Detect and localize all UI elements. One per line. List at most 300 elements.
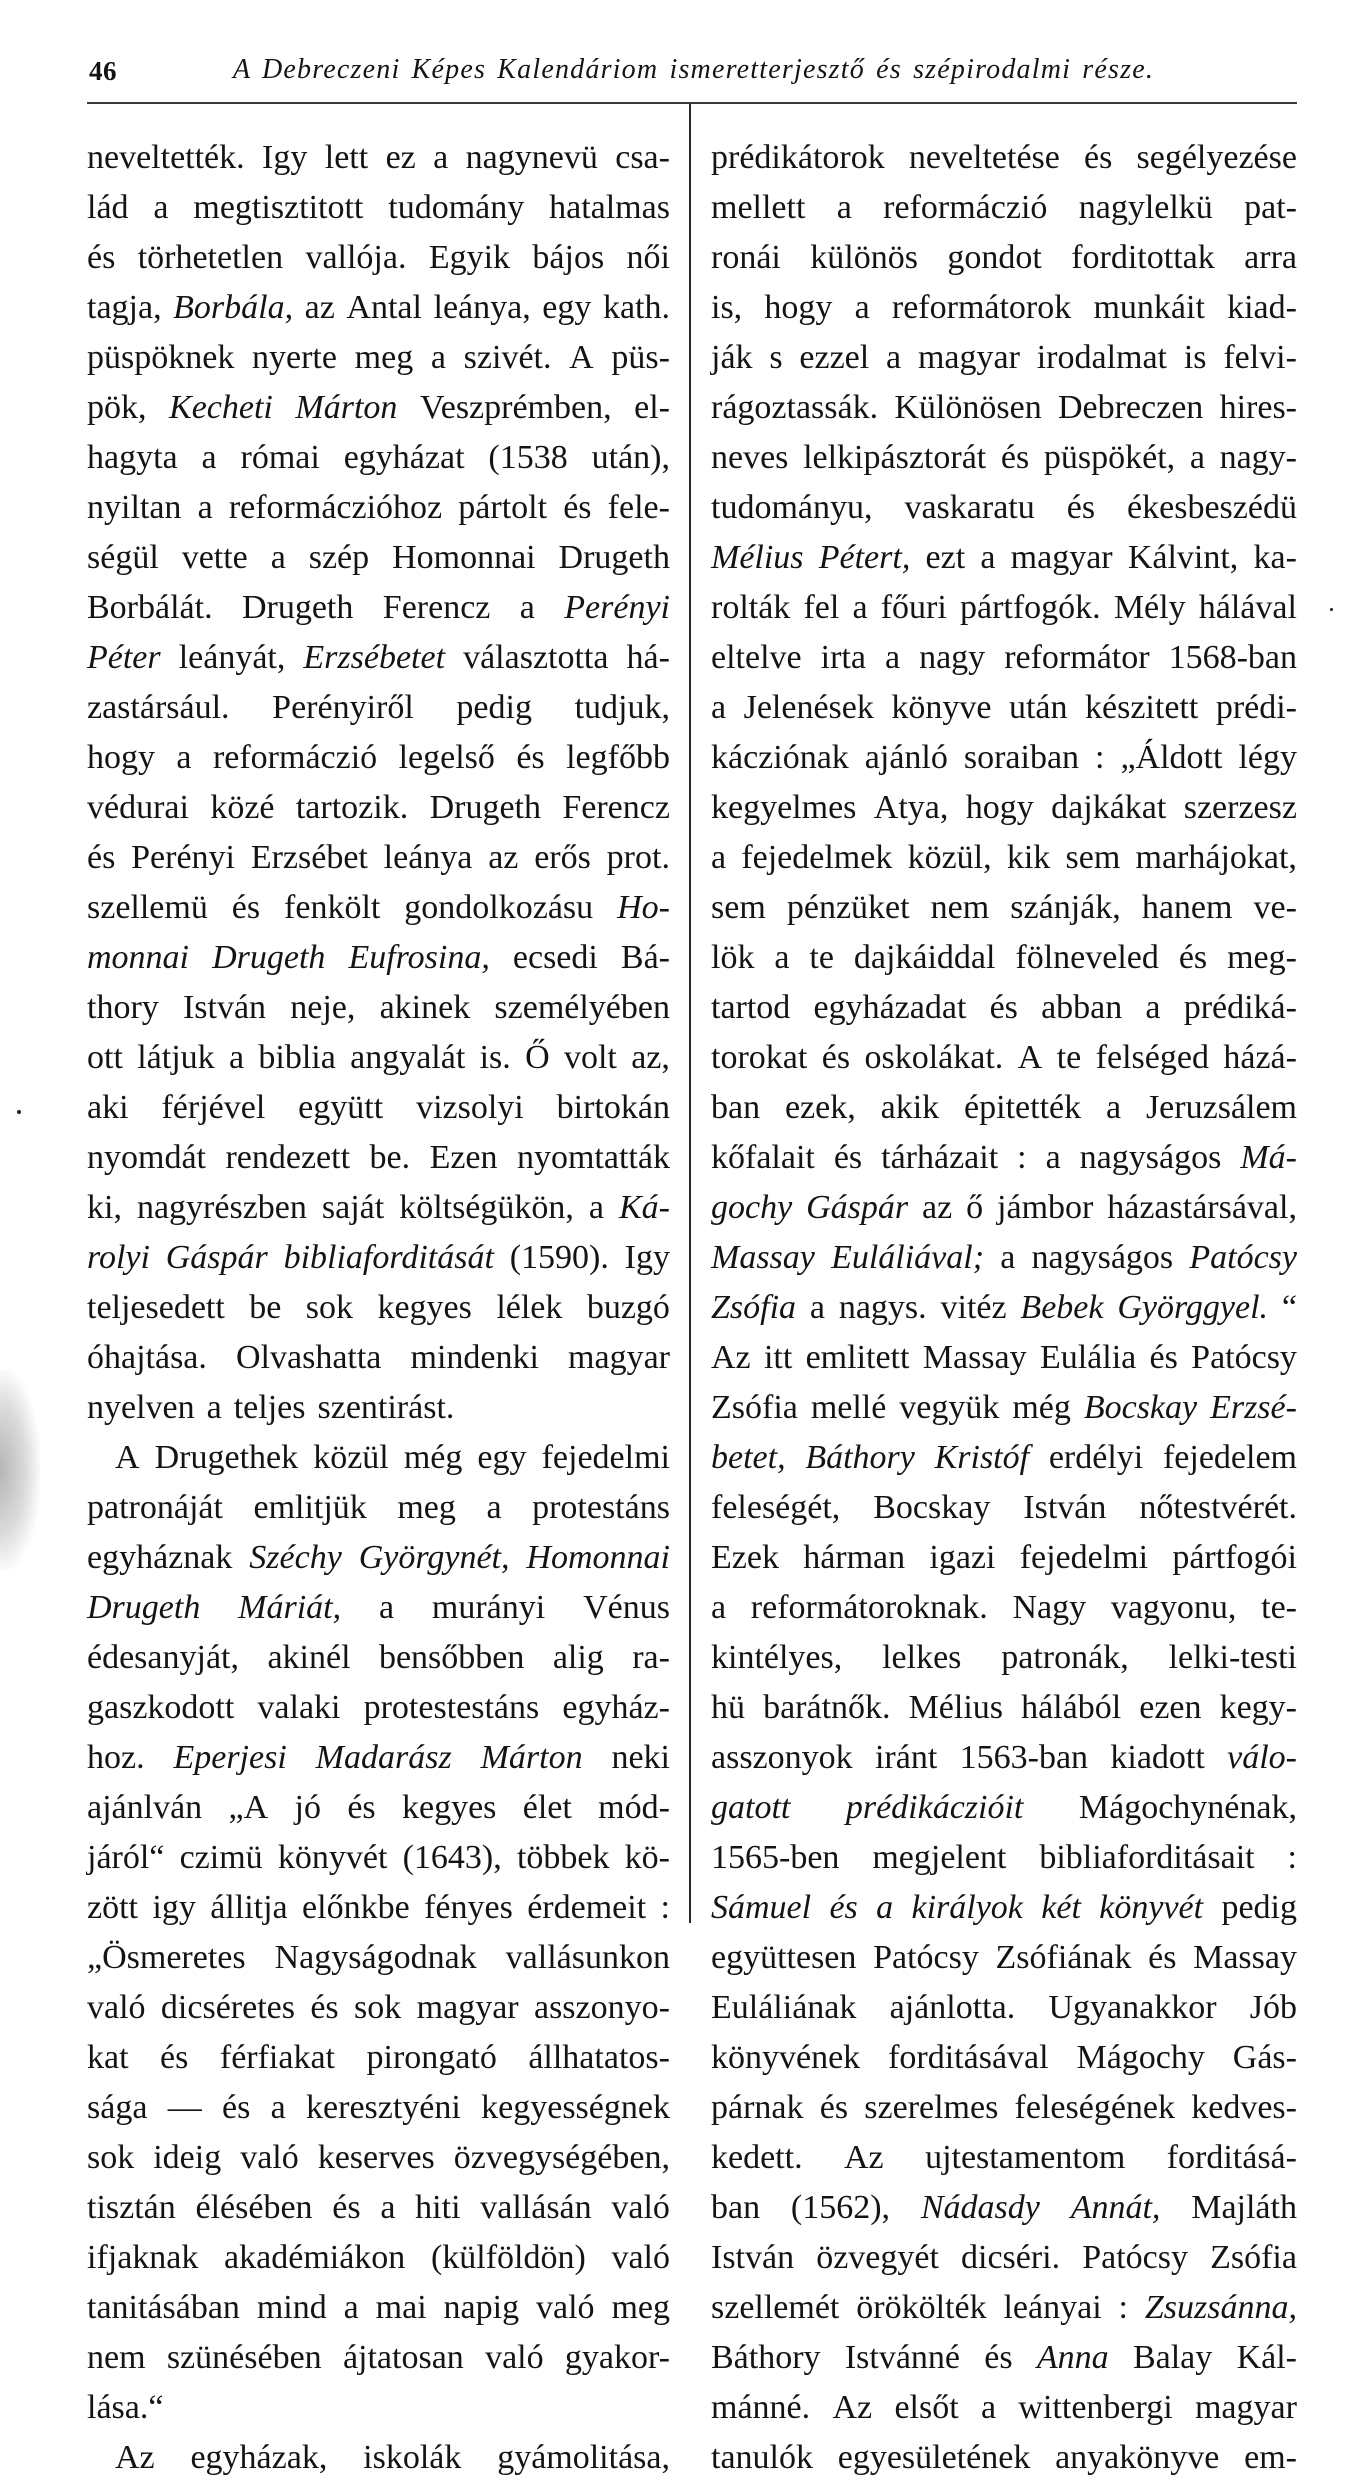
italic-word: rolyi — [87, 1239, 150, 1276]
word: prot. — [606, 839, 670, 876]
text-line — [711, 1683, 1297, 1733]
italic-word: Erzsébetet — [303, 639, 446, 676]
word: női — [626, 239, 670, 276]
word: reformáczióhoz — [228, 489, 443, 526]
word: elsőt — [894, 2389, 959, 2426]
word: ifjaknak — [87, 2239, 199, 2276]
word: lelki-testi — [1168, 1639, 1297, 1676]
word: és — [516, 739, 545, 776]
word: be. — [369, 1139, 411, 1176]
word: Jelenések — [743, 689, 874, 726]
word: Erzsébet — [250, 839, 368, 876]
word: patronáját — [87, 1489, 223, 1526]
text-line — [711, 483, 1297, 533]
word: — — [167, 2089, 202, 2126]
word: kegyes — [401, 1789, 497, 1826]
word: vitéz — [940, 1289, 1007, 1326]
word: Bocskay — [873, 1489, 991, 1526]
word: akinek — [379, 989, 471, 1026]
word: „Ösmeretes — [87, 1939, 246, 1976]
word: Istvánné — [844, 2339, 961, 2376]
word: nőtestvérét. — [1139, 1489, 1297, 1526]
word: Gás- — [1232, 2039, 1297, 2076]
word: ajánlván — [87, 1789, 203, 1826]
italic-word: Borbála, — [173, 289, 294, 326]
word: után — [1008, 689, 1068, 726]
word: : — [1095, 739, 1105, 776]
word: közül — [313, 1439, 389, 1476]
word: és — [1066, 489, 1096, 526]
text-line — [711, 1333, 1297, 1383]
word: Borbálát. — [87, 589, 213, 626]
word: a — [197, 489, 213, 526]
italic-word: Báthory — [805, 1439, 915, 1476]
word: egyházadat — [813, 989, 967, 1026]
word: a — [176, 739, 192, 776]
word: mai — [375, 2289, 427, 2326]
word: özvegységében, — [453, 2139, 670, 2176]
word: „Áldott — [1120, 739, 1223, 776]
word: házastársával, — [1107, 1189, 1297, 1226]
word: czimü — [179, 1839, 263, 1876]
word: fele- — [607, 489, 670, 526]
word: leánya, — [433, 289, 531, 326]
word: Patócsy — [873, 1939, 979, 1976]
text-line — [711, 333, 1297, 383]
word: és — [231, 889, 261, 926]
word: ban — [711, 2189, 761, 2226]
word: Ferencz — [382, 589, 491, 626]
word: és — [1149, 1339, 1178, 1376]
word: István — [711, 2239, 795, 2276]
word: és — [1084, 139, 1113, 176]
text-line — [711, 933, 1297, 983]
word: tartozik. — [295, 789, 409, 826]
word: férjével — [161, 1089, 266, 1126]
word: szerelmes — [864, 2089, 999, 2126]
word: csa- — [615, 139, 670, 176]
word: a — [1000, 1239, 1016, 1276]
word: Drugeth — [241, 589, 354, 626]
word: és — [984, 2339, 1013, 2376]
word: forditottak — [1071, 239, 1215, 276]
word: teljes — [233, 1389, 306, 1426]
word: lád — [87, 189, 129, 226]
word: há- — [626, 639, 670, 676]
text-line — [711, 983, 1297, 1033]
word: tudományu, — [711, 489, 873, 526]
word: püs- — [611, 339, 670, 376]
word: tanitásában — [87, 2289, 240, 2326]
word: meg- — [1227, 939, 1297, 976]
word: járól“ — [87, 1839, 165, 1876]
text-line — [87, 1683, 670, 1733]
word: (1643), — [402, 1839, 502, 1876]
word: el- — [634, 389, 670, 426]
word: ujtestamentom — [925, 2139, 1126, 2176]
word: neki — [611, 1739, 670, 1776]
word: lása.“ — [87, 2389, 164, 2426]
word: sok — [87, 2139, 135, 2176]
left-column — [87, 133, 670, 2483]
italic-word: Annát, — [1070, 2189, 1161, 2226]
word: ajánlotta. — [889, 1989, 1016, 2026]
word: rendezett — [225, 1139, 351, 1176]
word: gyakor- — [564, 2339, 670, 2376]
word: a — [809, 1289, 825, 1326]
word: a — [153, 189, 169, 226]
italic-word: Drugeth — [87, 1589, 201, 1626]
italic-word: válo- — [1227, 1739, 1297, 1776]
word: te — [1056, 1039, 1082, 1076]
word: az, — [631, 1039, 670, 1076]
word: protestáns — [532, 1489, 670, 1526]
word: megjelent — [872, 1839, 1007, 1876]
italic-word: gatott — [711, 1789, 791, 1826]
word: és — [821, 1039, 851, 1076]
italic-word: Zsuzsánna, — [1144, 2289, 1297, 2326]
word: hoz. — [87, 1739, 145, 1776]
word: készitett — [1085, 689, 1199, 726]
word: hires- — [1219, 389, 1297, 426]
text-line — [711, 2283, 1297, 2333]
text-line — [87, 1983, 670, 2033]
text-line — [87, 233, 670, 283]
word: dicséri. — [961, 2239, 1061, 2276]
word: Az — [832, 2389, 873, 2426]
word: hatalmas — [549, 189, 670, 226]
word: ezek, — [784, 1089, 856, 1126]
word: egy — [542, 289, 592, 326]
word: Homonnai — [392, 539, 536, 576]
word: nagys. — [838, 1289, 927, 1326]
italic-word: Nádasdy — [920, 2189, 1040, 2226]
word: : — [1017, 1139, 1027, 1176]
word: segélyezése — [1136, 139, 1297, 176]
word: fejedelmi — [1019, 1539, 1149, 1576]
word: Zsófiának — [995, 1939, 1132, 1976]
running-title: A Debreczeni Képes Kalendáriom ismeretterjesztő és szépirodalmi része. — [233, 54, 1155, 85]
italic-word: gochy — [711, 1189, 793, 1226]
italic-word: bibliaforditását — [283, 1239, 494, 1276]
page-header — [87, 48, 1297, 98]
text-line — [711, 2033, 1297, 2083]
word: reformáczió — [212, 739, 378, 776]
word: prédiká- — [1183, 989, 1297, 1026]
word: vagyonu, — [1110, 1589, 1237, 1626]
word: püspöknek — [87, 339, 235, 376]
word: édesanyját, — [87, 1639, 239, 1676]
word: : — [1118, 2289, 1128, 2326]
word: szünésében — [166, 2339, 322, 2376]
italic-word: Euláliával; — [831, 1239, 985, 1276]
italic-word: Gáspár — [165, 1239, 268, 1276]
text-line — [87, 1133, 670, 1183]
italic-word: Péter — [87, 639, 161, 676]
word: magyar — [1010, 539, 1113, 576]
word: teljesedett — [87, 1289, 225, 1326]
word: Drugeth — [429, 789, 541, 826]
word: ecsedi — [512, 939, 598, 976]
word: prédi- — [1215, 689, 1297, 726]
word: Az — [115, 2439, 155, 2476]
word: való — [536, 2289, 595, 2326]
word: vallásunkon — [505, 1939, 670, 1976]
word: iskolák — [363, 2439, 462, 2476]
word: forditásával — [888, 2039, 1049, 2076]
word: ez — [385, 139, 416, 176]
word: mindenki — [410, 1339, 539, 1376]
word: pártolt — [458, 489, 548, 526]
word: em- — [1244, 2439, 1297, 2476]
word: Igy — [262, 139, 308, 176]
word: Jób — [1249, 1989, 1297, 2026]
word: a — [430, 339, 446, 376]
word: meg — [611, 2289, 670, 2326]
italic-word: Eperjesi — [173, 1739, 287, 1776]
word: dajkáiddal — [853, 939, 996, 976]
word: és — [1148, 1939, 1177, 1976]
word: István — [1023, 1489, 1107, 1526]
word: Különösen — [894, 389, 1042, 426]
word: nagylelkü — [1078, 189, 1213, 226]
word: alig — [552, 1639, 604, 1676]
word: meg — [354, 339, 414, 376]
word: irodalmat — [1036, 339, 1167, 376]
word: barátnők. — [763, 1689, 891, 1726]
text-line — [87, 733, 670, 783]
word: a — [884, 639, 901, 676]
text-line — [711, 1833, 1297, 1883]
word: Veszprémben, — [419, 389, 612, 426]
word: özvegyét — [816, 2239, 939, 2276]
text-line — [87, 1833, 670, 1883]
italic-word: és — [829, 1889, 858, 1926]
text-line — [711, 683, 1297, 733]
word: többek — [516, 1839, 610, 1876]
word: kiadott — [1110, 1739, 1205, 1776]
word: nagynevü — [465, 139, 598, 176]
word: magyar — [1194, 2389, 1297, 2426]
italic-word: Márton — [480, 1739, 583, 1776]
word: a — [378, 1589, 395, 1626]
word: kegyes — [377, 1289, 472, 1326]
word: feleségét, — [711, 1489, 841, 1526]
word: ezzel — [799, 339, 870, 376]
word: Az — [711, 1339, 751, 1376]
word: a — [1189, 439, 1205, 476]
word: felséged — [1095, 1039, 1209, 1076]
text-line — [711, 1233, 1297, 1283]
word: a — [711, 689, 727, 726]
word: a — [270, 539, 286, 576]
italic-word: Máriát, — [238, 1589, 342, 1626]
word: soraiban — [963, 739, 1080, 776]
word: előnkbe — [302, 1889, 410, 1926]
word: Egyik — [428, 239, 511, 276]
italic-word: Kecheti — [169, 389, 273, 426]
word: lélek — [496, 1289, 563, 1326]
text-line — [711, 1283, 1297, 1333]
word: gondot — [947, 239, 1042, 276]
word: te- — [1261, 1589, 1297, 1626]
word: napig — [443, 2289, 520, 2326]
text-line — [87, 983, 670, 1033]
word: együttesen — [711, 1939, 857, 1976]
word: saját — [321, 1189, 385, 1226]
text-line — [711, 1483, 1297, 1533]
word: dajkákat — [1051, 789, 1167, 826]
word: és — [87, 839, 116, 876]
word: ajánló — [864, 739, 948, 776]
word: igazi — [929, 1539, 996, 1576]
word: nem — [930, 889, 990, 926]
text-line — [711, 883, 1297, 933]
word: és — [310, 1989, 339, 2026]
word: kat — [87, 2039, 129, 2076]
italic-word: Madarász — [315, 1739, 452, 1776]
word: István — [182, 989, 267, 1026]
word: könyvének — [711, 2039, 861, 2076]
word: (külföldön) — [430, 2239, 586, 2276]
word: anyakönyve — [1055, 2439, 1220, 2476]
word: az — [304, 289, 335, 326]
word: a — [1145, 989, 1161, 1026]
word: pirongató — [366, 2039, 497, 2076]
word: (1590). — [509, 1239, 609, 1276]
text-line — [87, 2133, 670, 2183]
word: ékesbeszédü — [1127, 489, 1297, 526]
word: Ugyanakkor — [1048, 1989, 1217, 2026]
word: magyar — [917, 339, 1020, 376]
text-line — [711, 633, 1297, 683]
word: tartod — [711, 989, 791, 1026]
word: a — [711, 1589, 727, 1626]
word: a — [1105, 1089, 1122, 1126]
italic-word: Bebek — [1020, 1289, 1104, 1326]
word: ségül — [87, 539, 159, 576]
word: abban — [1041, 989, 1123, 1026]
word: meg — [397, 1489, 456, 1526]
word: felvi- — [1223, 339, 1297, 376]
text-line — [711, 133, 1297, 183]
word: 1565-ben — [711, 1839, 840, 1876]
italic-word: Györgynét, — [358, 1539, 510, 1576]
text-line — [87, 1733, 670, 1783]
word: való — [87, 1989, 146, 2026]
italic-word: Ho- — [617, 889, 670, 926]
italic-word: Györggyel. — [1117, 1289, 1269, 1326]
word: Ferencz — [562, 789, 670, 826]
word: leánya — [383, 839, 473, 876]
word: tudjuk, — [574, 689, 670, 726]
word: nagyságos — [1079, 1139, 1222, 1176]
word: nyomtatták — [516, 1139, 670, 1176]
word: való — [240, 2139, 299, 2176]
word: reformáczió — [883, 189, 1048, 226]
scan-speck — [1330, 608, 1333, 611]
word: személyében — [494, 989, 670, 1026]
word: igy — [152, 1889, 196, 1926]
word: arra — [1244, 239, 1297, 276]
word: szép — [308, 539, 370, 576]
text-line — [711, 2383, 1297, 2433]
italic-word: Márton — [295, 389, 398, 426]
word: tudomány — [388, 189, 525, 226]
word: a — [588, 1189, 604, 1226]
italic-word: Sámuel — [711, 1889, 812, 1926]
italic-word: monnai — [87, 939, 189, 976]
word: ideig — [153, 2139, 222, 2176]
word: együtt — [298, 1089, 384, 1126]
word: itt — [763, 1339, 793, 1376]
word: Massay — [922, 1339, 1027, 1376]
text-line — [87, 1533, 670, 1583]
text-line — [87, 383, 670, 433]
word: kintélyes, — [711, 1639, 843, 1676]
word: emlitett — [805, 1339, 910, 1376]
word: mód- — [598, 1789, 670, 1826]
word: neveltetése — [908, 139, 1060, 176]
word: pártfogói — [1172, 1539, 1297, 1576]
word: marhájokat, — [1135, 839, 1297, 876]
word: Bá- — [620, 939, 670, 976]
word: iránt — [874, 1739, 938, 1776]
word: Massay — [1193, 1939, 1297, 1976]
word: irta — [820, 639, 866, 676]
text-line — [711, 1583, 1297, 1633]
word: pök, — [87, 389, 147, 426]
text-line — [711, 1183, 1297, 1233]
word: Majláth — [1191, 2189, 1297, 2226]
word: murányi — [431, 1589, 546, 1626]
word: fejedelmi — [541, 1439, 670, 1476]
word: is — [1183, 339, 1207, 376]
word: Mély — [1113, 589, 1186, 626]
word: bibliaforditásait — [1039, 1839, 1255, 1876]
word: nagy- — [1219, 439, 1297, 476]
text-line — [711, 1433, 1297, 1483]
word: gyámolitása, — [497, 2439, 670, 2476]
word: a — [433, 139, 449, 176]
word: Zsófia — [1210, 2239, 1297, 2276]
text-line — [711, 1983, 1297, 2033]
italic-word: Patócsy — [1189, 1239, 1297, 1276]
italic-word: királyok — [911, 1889, 1023, 1926]
word: tárházait — [881, 1139, 999, 1176]
word: állhatatos- — [528, 2039, 670, 2076]
word: férfiakat — [219, 2039, 336, 2076]
text-line — [87, 533, 670, 583]
word: sem — [711, 889, 766, 926]
word: egyház- — [562, 1689, 670, 1726]
word: vaskaratu — [904, 489, 1035, 526]
word: nyelven — [87, 1389, 195, 1426]
word: a — [380, 2189, 396, 2226]
italic-word: betet, — [711, 1439, 786, 1476]
word: (1538 — [488, 439, 568, 476]
word: Debreczen — [1057, 389, 1204, 426]
word: a — [981, 2389, 997, 2426]
word: vizsolyi — [416, 1089, 524, 1126]
word: gaszkodott — [87, 1689, 235, 1726]
word: bájos — [532, 239, 605, 276]
italic-word: két — [1041, 1889, 1081, 1926]
text-line — [87, 1333, 670, 1383]
word: wittenbergi — [1018, 2389, 1173, 2426]
text-line — [87, 1483, 670, 1533]
word: eltelve — [711, 639, 802, 676]
